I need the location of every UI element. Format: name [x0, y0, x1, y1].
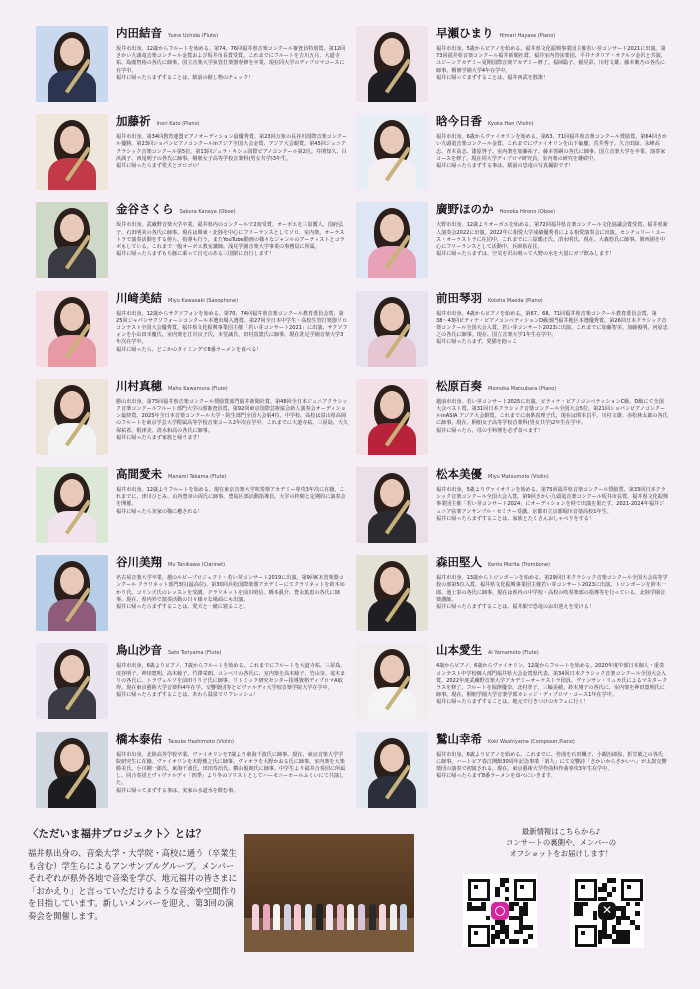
qr-module [583, 902, 588, 907]
qr-module [612, 887, 617, 892]
member-info [116, 379, 348, 442]
member-bio: 越前市出身。若い芽コンサート2025に出演。ピティナ・ピアノコンペティションC級、D級にて全国大会ベスト賞、第31回日本クラシック音楽コンクール全国大会5位。第21回ショパンピアノコンクールinASIA アジア大会銀賞。これまでに南条真理子氏、現在は関本昌平、川村文雄、赤松林太郎の各氏に師事。現在、桐朋女子高等学校音楽科(男女共学)2年生在学中。 [436, 398, 668, 427]
photo-face [380, 744, 404, 772]
member-name: 鷲山幸希 [436, 731, 482, 746]
member-photo [36, 643, 108, 719]
member-info [436, 26, 668, 82]
member-card [356, 730, 676, 818]
member-closing: 福井に帰ったらまずすることは、愛犬と一緒に寝ること。 [116, 603, 249, 610]
qr-module [579, 911, 584, 916]
member-name-line [116, 379, 348, 396]
member-name: 高間愛未 [116, 466, 162, 481]
member-closing: 福井に帰ったらまず愛犬とゴロゴロ！ [116, 163, 203, 169]
qr-module [481, 906, 486, 911]
member-photo [36, 732, 108, 808]
member-closing: 福井に帰ってまずする事は、実家の水道水を飲む事。 [116, 787, 239, 794]
member-name-line [436, 555, 668, 572]
member-card [356, 377, 676, 465]
qr-module [523, 939, 528, 944]
member-card [36, 465, 356, 553]
qr-finder-pattern [575, 925, 597, 947]
member-closing: 福井に帰ったらまず家族と帰ります！ [116, 434, 203, 441]
member-card [36, 112, 356, 200]
performer-figure [400, 904, 407, 930]
member-photo [36, 202, 108, 278]
qr-module [528, 934, 533, 939]
performer-figure [305, 904, 312, 930]
member-info [436, 291, 668, 347]
member-photo [356, 291, 428, 367]
member-bio: 坂井市出身。武蔵野音楽大学卒業。福井県内のコンクールで2度受賞。オーボエを三原暖人、国府弘子、石田明美の各氏に師事。現在は関東・北陸を中心にフリーランスとしてソロ、室内楽、オーケストラで演奏活動をする傍ら、指導も行う。またYouTube動画の様々なジャンルのアーティストとコラボもしている。これまで一般オーボエ教室講師。浅見学園音楽大学事業の事務局に所属。 [116, 222, 345, 250]
member-name-line [116, 26, 348, 43]
member-roman-name: Yuine Uchida (Flute) [168, 33, 219, 39]
qr-module [635, 902, 640, 907]
qr-module [514, 939, 519, 944]
member-card [356, 289, 676, 377]
member-name: 晗今日香 [436, 114, 482, 129]
member-grid [36, 24, 676, 818]
photo-face [60, 479, 84, 507]
member-name: 山本愛生 [436, 643, 482, 658]
member-roman-name: Maho Kawamura (Flute) [168, 385, 228, 392]
member-name: 谷川美翔 [116, 555, 162, 570]
performer-figure [369, 904, 376, 930]
member-roman-name: Momoka Matsubara (Piano) [488, 385, 557, 392]
member-closing: 福井に帰ったら、どこかのタイミングで8番ラーメンを食べる！ [116, 346, 262, 353]
member-bio: 坂井市出身。12歳からフルートを始める。第74、76回福井県音楽コンクール審査員特別賞、第12回さかい九頭竜音楽コンクール金賞および坂井市長賞受賞。これまでにフルートを吉川五月、大道寺祐、島薗智裕の各氏に師事。国立音楽大学弦管打楽器専修を卒業、現在同大学のディプロマコースに在学中。 [116, 46, 346, 74]
member-bio: 4歳からピアノ、6歳からヴァイオリン、12歳からフルートを始める。2020年度中部日本個人・重奏コンテスト中学校個人部門福井県大会金賞県代表。第34回日本クラシック音楽コンクール全国大会入賞。2022年度武蔵野音楽大学アカデミーオーケストラ団員。ヴァンサン・リュカ氏によるマスタークラスを修了。フルートを堀澤優奈、北村孝子、三輪美緒、鈴木翔子の各氏に、室内楽を神田寛明氏に師事。現在、桐朋学園大学音楽学部カレッジ・ディプロマ・コース1年在学中。 [436, 663, 668, 699]
member-bio: 勝山市出身。第75回福井県音楽コンクール奨励賞部門福井新聞社賞、第48回全日本ジュニアクラシック音楽コンクールフルート部門大学の部審査員賞、第92回東京国際芸術協会新人演奏会オーディション最終賞。2025年全日本音楽コンクール大学・院生部門全国大会第4位。中学校、高校は富山県高岡のフルートを東京学芸大学附属高等学校音楽コース2年次在学中。これまでに大道寺祐、三屋島、大久保祐希、根津美、清水和高の各氏に師事。 [116, 398, 349, 434]
member-bio: 福井市出身。12歳からサクソフォンを始める。第70、74回福井県音楽コンクール教育委員会賞、第25回ジャパンサクソフォーンコンクール本選出場入選賞、第27回全日本中学生・高校生管打楽器ソロコンテスト全国大会優秀賞。福井県文化振興事業団主催「若い芽コンサート2021」に出演。サクソフォンを小山田幸慶氏、室内楽を江川良子氏、本堂誠氏、田村真寛氏に師事。現在洗足学園音楽大学3年次在学中。 [116, 310, 348, 346]
x-icon: ✕ [598, 902, 616, 920]
member-photo [356, 26, 428, 102]
member-photo [356, 732, 428, 808]
member-name-line [436, 643, 668, 660]
qr-module [505, 887, 510, 892]
member-roman-name: Manami Takama (Flute) [168, 473, 227, 480]
member-card [356, 24, 676, 112]
photo-face [380, 567, 404, 595]
member-closing: 福井に帰ったらまずすることは、家族とたくさんおしゃべりをする！ [436, 515, 594, 522]
qr-module [612, 878, 617, 883]
member-name-line [116, 291, 348, 308]
project-description: 福井県出身の、音楽大学・大学院・高校に通う（卒業生も含む）学生らによるアンサンブルグループ。メンバーそれぞれが県外各地で音楽を学び、地元福井の皆さまに「おかえり」と言っていただけるような音楽や空間作りを目指しています。新しいメンバーを迎え、第3回の演奏会を開催します。 [28, 848, 238, 921]
member-info [116, 555, 348, 611]
sns-info [450, 826, 672, 859]
member-roman-name: Koki Washiyama (Composer,Piano) [488, 738, 575, 745]
member-card [36, 553, 356, 641]
x-qr-code[interactable] [570, 874, 644, 948]
member-name-line [436, 379, 668, 396]
member-name: 内田結音 [116, 26, 162, 40]
member-info [436, 467, 668, 523]
member-name: 川﨑美結 [116, 290, 162, 305]
member-photo [356, 202, 428, 278]
member-roman-name: Sato Toriyama (Flute) [168, 650, 222, 657]
qr-module [491, 939, 496, 944]
member-info [436, 555, 668, 611]
member-bio: 福井市出身。北陸高等学校卒業。ヴァイオリンを7歳より東海千波氏に師事。現在、東京音楽大学学院研究生に在籍。ヴァイオリンを木野雅之氏に師事。ヴィオラを大野かおる氏に師事。室内楽を大楽勝美氏、小川剛一郎氏、東海千波氏、田田寿治氏、横山俊朗氏に師事。中学生より福井合奏団に所属し、同合奏団とヴィヴァルディ「四季」より冬のソリストとしてハーモニーホールふくいにて共演した。 [116, 751, 346, 787]
member-bio: 福井市出身。6歳よりピアノを始める。これまでに、作曲を石田楓子、小観治郎弥、折笠敏之の各氏に師事。ハートピア春江開館30周年記念事業「第九」にて交響詩「さかいからさかいへ」が太鼓交響楽団の演奏で初演される。現在、東京藝術大学作曲科作曲専攻3年生在学中。 [436, 751, 667, 772]
member-roman-name: Honoka Hirono (Oboe) [499, 209, 556, 216]
performer-figure [273, 904, 280, 930]
member-info [116, 26, 348, 82]
member-info [436, 643, 668, 706]
member-closing: 福井に帰ったら、母の手料理を必ず食べます！ [436, 427, 543, 434]
qr-module [593, 916, 598, 921]
member-photo [36, 26, 108, 102]
member-card [356, 200, 676, 288]
member-info [436, 732, 668, 781]
member-closing: 福井に帰ったらまずすることは、地元で行きつけのカフェに行く！ [436, 699, 589, 706]
member-name-line [436, 114, 668, 131]
member-name: 松本美優 [436, 466, 482, 481]
member-closing: 福井に帰ったらまずすることは、福井駅で恐竜のお出迎えを受ける！ [436, 603, 594, 610]
qr-module [635, 911, 640, 916]
qr-module [598, 939, 603, 944]
photo-face [60, 744, 84, 772]
photo-face [60, 391, 84, 419]
member-info [116, 643, 348, 699]
performer-figure [390, 904, 397, 930]
member-photo [356, 379, 428, 455]
member-closing: 福井に帰ったらまずは、空気を沢山吸って大野の水を大量にガブ飲みします！ [436, 251, 615, 258]
qr-module [495, 892, 500, 897]
member-name: 前田琴羽 [436, 290, 482, 305]
photo-face [60, 38, 84, 66]
qr-module [635, 925, 640, 930]
photo-face [380, 391, 404, 419]
member-name-line [116, 643, 348, 660]
info-line-2: コンサートの裏側や、メンバーの [505, 838, 617, 847]
member-card [36, 730, 356, 818]
member-name: 加藤祈 [116, 114, 151, 129]
member-closing: 福井に帰ったらまず、愛猫を抱っこ [436, 339, 518, 346]
photo-face [380, 38, 404, 66]
photo-face [380, 303, 404, 331]
member-card [36, 641, 356, 729]
info-line-1: 最新情報はこちらから♪ [521, 827, 601, 836]
member-closing: 福井に帰ったらまずすることは、あわら温泉でリフレッシュ！ [116, 692, 259, 699]
performer-figure [347, 904, 354, 930]
member-name: 橋本泰佑 [116, 731, 162, 746]
photo-face [60, 126, 84, 154]
performer-figure [294, 904, 301, 930]
member-name-line [116, 114, 348, 131]
qr-module [626, 939, 631, 944]
member-info [436, 379, 668, 435]
member-name-line [436, 291, 668, 308]
performer-figure [263, 904, 270, 930]
member-closing: 福井に帰ってまずすることは、福井西武を散策！ [436, 74, 549, 81]
member-photo [36, 114, 108, 190]
member-card [36, 24, 356, 112]
qr-module [626, 902, 631, 907]
member-roman-name: Mu Tanikawa (Clarinet) [168, 562, 226, 569]
member-photo [36, 291, 108, 367]
qr-finder-pattern [468, 925, 490, 947]
member-roman-name: Himari Hayase (Piano) [499, 33, 556, 39]
member-photo [36, 555, 108, 631]
member-closing: 福井に帰ったらまずすることは、駅前の催し物のチェック！ [116, 74, 254, 81]
member-photo [36, 379, 108, 455]
member-info [436, 114, 668, 170]
qr-module [523, 911, 528, 916]
qr-module [509, 906, 514, 911]
member-bio: 福井市出身。13歳からトロンボーンを始める。第29回日本クラシック音楽コンクール全国大会高等学校の部第5位入賞。福井県文化振興事業団主催若い芽コンサート2023に出演。トロンボーンを鈴木一郎、池上泰の各氏に師事。現在は県内の中学校・高校の吹奏楽部の指導等を行っている。北陸学園音楽講師。 [436, 575, 668, 603]
performer-figure [316, 904, 323, 930]
project-section [28, 826, 238, 923]
member-bio: 福井市出身。第34回教育連盟ピアノオーディション最優秀賞、第23回万象の長谷川国際音楽コンクール優勝。第23回ショパンピアノコンクールinアジア全国大会金賞、アジア大会銀賞。第45回ジュニアクラシック音楽コンクール第5位。第13回ジュラ・キシュ国際ピアノコンクール第2位。井関知久、白浜満子、西尾明子の各氏に師事。桐朋女子高等学校音楽科(男女共学)3年生。 [116, 134, 347, 162]
member-card [36, 377, 356, 465]
member-name: 金谷さくら [116, 202, 174, 217]
qr-module [519, 930, 524, 935]
member-roman-name: Miyu Matsumoto (Violin) [488, 473, 549, 480]
member-photo [356, 643, 428, 719]
member-name: 鳥山沙音 [116, 643, 162, 658]
photo-face [380, 479, 404, 507]
performer-figure [337, 904, 344, 930]
member-card [356, 553, 676, 641]
performer-figure [252, 904, 259, 930]
qr-module [500, 939, 505, 944]
member-name-line [436, 26, 668, 43]
member-name: 川村真穂 [116, 378, 162, 393]
member-photo [356, 467, 428, 543]
member-name-line [116, 732, 348, 749]
member-closing: 福井に帰ったらまず8番ラーメンを食べにいきます。 [436, 773, 556, 780]
photo-face [60, 303, 84, 331]
member-photo [36, 467, 108, 543]
member-roman-name: Ai Yamamoto (Flute) [488, 650, 539, 657]
member-roman-name: Sakura Kanaya (Oboe) [179, 209, 236, 216]
member-roman-name: Kotoha Maeda (Piano) [488, 297, 543, 304]
member-info [116, 732, 348, 795]
qr-finder-pattern [514, 879, 536, 901]
member-name-line [116, 555, 348, 572]
member-card [36, 200, 356, 288]
member-name-line [436, 467, 668, 484]
member-bio: 福井市出身。12歳よりフルートを始める。現在東京音楽大学吹奏楽アカデミー専攻3年次に在籍。これまでに、津川ひとみ、山内豊章の両氏に師事。豊島区部活動指導員。大学の枠間と定期的に演奏会を開催。 [116, 486, 346, 508]
member-card [356, 112, 676, 200]
member-name-line [436, 202, 668, 219]
member-bio: 大野市出身。12歳よりオーボエを始める。第72回福井県音楽コンクール文化協議会賞受賞。福井県新人演奏会2022に出演。2022年に相愛大学成績優秀者による相愛演奏会に出演。センチュリー・ユース・オーケストラに在団中。これまでに三原暖正氏、清水明氏、現在、大森悠氏に師事。関西圏を中心にフリーランスとして活動中。兵庫県在住。 [436, 222, 668, 250]
member-photo [356, 555, 428, 631]
member-bio: 福井市出身。6歳からヴァイオリンを始める。第63、71回福井県音楽コンクール奨励賞、第64回さかい九頭竜音楽コンクール金賞。これまでにヴァイオリンを山下倫慶、荒井秀子、久合田緑、永峰高志、青木高志、漆原啓子、室内楽を加藤祐子、藤本善嗣の各氏に師事。国立音楽大学を卒業、演奏家コースを修了。現在同大学ディプロマ研究員。室内楽の研究を継続中。 [436, 134, 668, 162]
member-roman-name: Kento Morita (Trombone) [488, 562, 550, 569]
member-photo [356, 114, 428, 190]
member-name: 廣野ほのか [436, 202, 494, 217]
member-info [436, 202, 668, 258]
qr-finder-pattern [621, 879, 643, 901]
member-name: 松原百奏 [436, 378, 482, 393]
qr-module [505, 878, 510, 883]
member-card [36, 289, 356, 377]
member-closing: 福井に帰ったら実家の猫に癒される！ [116, 508, 203, 515]
concert-photo [244, 834, 414, 952]
instagram-qr-code[interactable] [463, 874, 537, 948]
member-bio: 福井市出身。5歳よりヴァイオリンを始める。第75回福井県音楽コンクール奨励賞、第33回日本クラシック音楽コンクール全国大会入賞、第9回さかい九頭竜音楽コンクール坂井市長賞、福井県文化振興事業団主催「若い芽コンサート2024」にオーディションを経て出演を果たす。2021-2024年福井ジュニア弦楽アンサンブル・セミナー受講。京都市立京都堀川音楽高校1年生。 [436, 486, 668, 515]
member-closing: 福井に帰ったらまずする事は、駅前の恐竜の写真撮影です！ [436, 163, 574, 169]
qr-module [607, 892, 612, 897]
info-line-3: オフショットをお届けします！ [509, 849, 613, 858]
member-roman-name: Kyoka Han (Violin) [488, 121, 534, 128]
qr-module [528, 925, 533, 930]
member-info [116, 202, 348, 258]
instagram-icon [491, 902, 509, 920]
qr-module [486, 916, 491, 921]
qr-finder-pattern [468, 879, 490, 901]
member-roman-name: Miyu Kawasaki (Saxophone) [168, 297, 239, 304]
performer-figure [358, 904, 365, 930]
qr-finder-pattern [575, 879, 597, 901]
member-name: 森田堅人 [436, 555, 482, 570]
photo-face [380, 126, 404, 154]
member-closing: 福井に帰ったらまずもち豚に乗って自宅のある三国駅に直行します！ [116, 251, 274, 258]
member-name-line [116, 202, 348, 219]
member-name-line [436, 732, 668, 749]
qr-module [616, 920, 621, 925]
member-bio: 福井市出身。5歳からピアノを始める。福井県文化振興事業団主催若い芽コンサート2021に出演。第73回福井県音楽コンクール福井新聞社賞、福井室内管弦楽団、平井ナタリア・オクルツ金沢と共演。ユジーンアカデミー夏期国際音楽アカデミー修了。福岡聡子、稲見彩、川村文雄、藤本紫乃の各氏に師事。桐朋学園大学4年在学中。 [436, 46, 666, 74]
member-bio: 福井市出身。4歳からピアノを始める。第67、68、71回福井県音楽コンクール教育委員会賞、第38〜43回ピティナ・ピアノコンペティションD級部門福井地区本選優秀賞。第26回日本クラシック音楽コンクール全国大会入賞。若い芽コンサート2023に出演。これまでに加藤智美、加藤俊明、河原忠之の各氏に師事。現在、国立音楽大学1年生在学中。 [436, 310, 668, 339]
photo-face [60, 567, 84, 595]
performer-figure [284, 904, 291, 930]
member-card [356, 641, 676, 729]
project-title: 〈ただいま福井プロジェクト〉とは？ [28, 828, 207, 840]
member-roman-name: Inori Kato (Piano) [156, 121, 200, 128]
member-name-line [116, 467, 348, 484]
member-bio: 福井市出身。6歳よりピアノ、7歳からフルートを始める。これまでにフルートを大道寺祐、三屋島、虎谷明子、神田寛明、高木綾子、竹澤栄朗、ユンペリの各氏に、室内楽を高木綾子、竹山奈、竜木まりの各氏に、トラヴェルソを前田りり子氏に師事。リトミック研究センター指導資格ディプロマA取得。現在東京藝術大学音楽科4年在学。交響楽団等とビヴァルディ大学校音楽学院大学在学中。 [116, 663, 346, 691]
member-info [116, 114, 348, 170]
member-info [116, 291, 348, 354]
performer-figure [379, 904, 386, 930]
member-roman-name: Taisuke Hashimoto (Violin) [168, 738, 234, 745]
qr-module [602, 897, 607, 902]
performer-figure [326, 904, 333, 930]
member-name: 早瀬ひまり [436, 26, 494, 40]
member-bio: 名古屋音楽大学卒業。越のルビープロジェクト・若い芽コンサート2019に出演。第9回K木管楽器コンクール クラリネット部門3位(最高位)。第30回兵松国際楽器アカデミーにてクラリネットを鈴木ゆかり氏、コリンズ氏のレッスンを受講。クラリネットを前川明信、橋本眞介、豊永篤恵の各氏に師事。現在、県内外で演奏活動の日々様々な場面にも出演。 [116, 575, 345, 603]
member-info [116, 467, 348, 516]
member-card [356, 465, 676, 553]
